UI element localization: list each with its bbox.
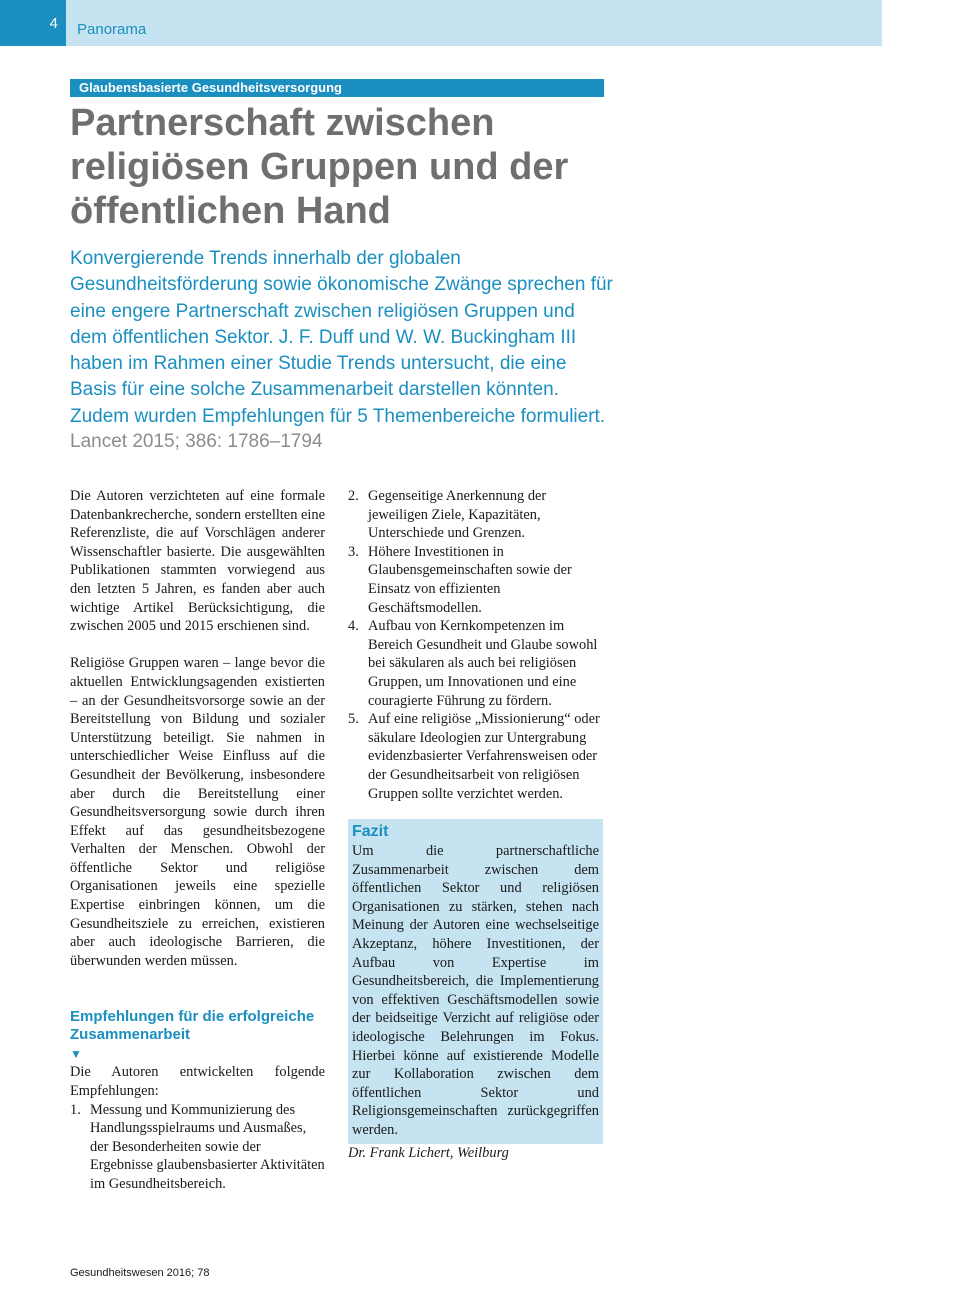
author-credit: Dr. Frank Lichert, Weilburg — [348, 1144, 509, 1161]
recommendation-item — [70, 1101, 325, 1194]
right-column — [348, 487, 603, 1162]
body-paragraph-2: Religiöse Gruppen waren – lange bevor die aktuellen Entwicklungsagenden existierten – an der Gesundheitsvorsorge sowie an der Bereitstellung von Bildung und sozialer Unterstützung beteiligt. Sie nahmen in unterschiedlicher Weise Einfluss auf die Gesundheit der Bevölkerung, insbesondere aber durch die Bereitstellung einer Gesundheitsversorgung sowie durch ihren Effekt auf das gesundheitsbezogene Verhalten der Menschen. Obwohl der öffentliche Sektor und religiöse Organisationen jeweils eine spezielle Expertise einbringen können, um die Gesundheitsziele zu erreichen, existieren aber auch ideologische Barrieren, die überwunden werden müssen. — [70, 655, 325, 969]
recommendation-item — [348, 543, 603, 617]
recommendation-number: 3. — [348, 543, 359, 560]
triangle-down-icon: ▼ — [70, 1046, 82, 1061]
recommendation-list-part2 — [348, 487, 603, 803]
recommendation-item — [348, 487, 603, 543]
recommendation-item — [348, 710, 603, 803]
recommendation-text: Auf eine religiöse „Missionierung“ oder säkulare Ideologien zur Untergrabung evidenzbasierter Verfahrensweisen oder der Gesundheitsarbeit von religiösen Gruppen sollte verzichtet werden. — [368, 711, 600, 802]
body-paragraph-1: Die Autoren verzichteten auf eine formale Datenbankrecherche, sondern erstellten eine Referenzliste, die auf Vorschlägen anderer Wissenschaftler basierte. Die ausgewählten Publikationen stammten vorwiegend aus den letzten 5 Jahren, es fanden aber auch wichtige Artikel Berücksichtigung, die zwischen 2005 und 2015 erschienen sind. — [70, 488, 325, 635]
fazit-text: Um die partnerschaftliche Zusammenarbeit zwischen dem öffentlichen Sektor und religiösen Organisationen zu stärken, stehen nach Meinung der Autoren eine wechselseitige Akzeptanz, höhere Investitionen, der Aufbau von Expertise im Gesundheitsbereich, die Implementierung von effektiven Geschäftsmodellen sowie der beidseitige Verzicht auf religiöse oder ideologische Belehrungen im Fokus. Hierbei könne auf existierende Modelle zur Kollaboration zwischen dem öffentlichen Sektor und Religionsgemeinschaften zurückgegriffen werden. — [352, 843, 599, 1138]
recommendation-number: 1. — [70, 1101, 81, 1118]
recommendation-text: Höhere Investitionen in Glaubensgemeinschaften sowie der Einsatz von effizienten Geschäftsmodellen. — [368, 543, 572, 616]
fazit-title: Fazit — [352, 823, 389, 841]
page-number: 4 — [0, 0, 66, 46]
subhead-recommendations: Empfehlungen für die erfolgreiche Zusammenarbeit — [70, 1007, 315, 1044]
recommendation-number: 4. — [348, 618, 359, 635]
journal-footer: Gesundheitswesen 2016; 78 — [70, 1267, 210, 1279]
article-citation: Lancet 2015; 386: 1786–1794 — [70, 431, 323, 452]
recommendation-text: Aufbau von Kernkompetenzen im Bereich Gesundheit und Glaube sowohl bei säkularen als auch bei religiösen Gruppen, um Innovationen und eine couragierte Führung zu fördern. — [368, 618, 598, 709]
left-column — [70, 487, 325, 1194]
recommendations-intro: Die Autoren entwickelten folgende Empfehlungen: — [70, 1064, 325, 1099]
recommendation-list-part1 — [70, 1101, 325, 1194]
section-name: Panorama — [77, 21, 147, 38]
recommendation-text: Gegenseitige Anerkennung der jeweiligen Ziele, Kapazitäten, Unterschiede und Grenzen. — [368, 488, 547, 542]
article-title: Partnerschaft zwischen religiösen Gruppen und der öffentlichen Hand — [70, 102, 569, 232]
article-lead: Konvergierende Trends innerhalb der globalen Gesundheitsförderung sowie ökonomische Zwänge sprechen für eine engere Partnerschaft zwischen religiösen Gruppen und dem öffentlichen Sektor. J. F. Duff und W. W. Buckingham III haben im Rahmen einer Studie Trends untersucht, die eine Basis für eine solche Zusammenarbeit darstellen könnten. Zudem wurden Empfehlungen für 5 Themenbereiche formuliert. — [70, 248, 613, 427]
recommendation-text: Messung und Kommunizierung des Handlungsspielraums und Ausmaßes, der Besonderheiten sowie der Ergebnisse glaubensbasierter Aktivitäten im Gesundheitsbereich. — [90, 1101, 325, 1192]
fazit-box — [348, 819, 603, 1144]
article-category: Glaubensbasierte Gesundheitsversorgung — [70, 79, 604, 97]
recommendation-number: 5. — [348, 711, 359, 728]
recommendation-item — [348, 617, 603, 710]
recommendation-number: 2. — [348, 488, 359, 504]
